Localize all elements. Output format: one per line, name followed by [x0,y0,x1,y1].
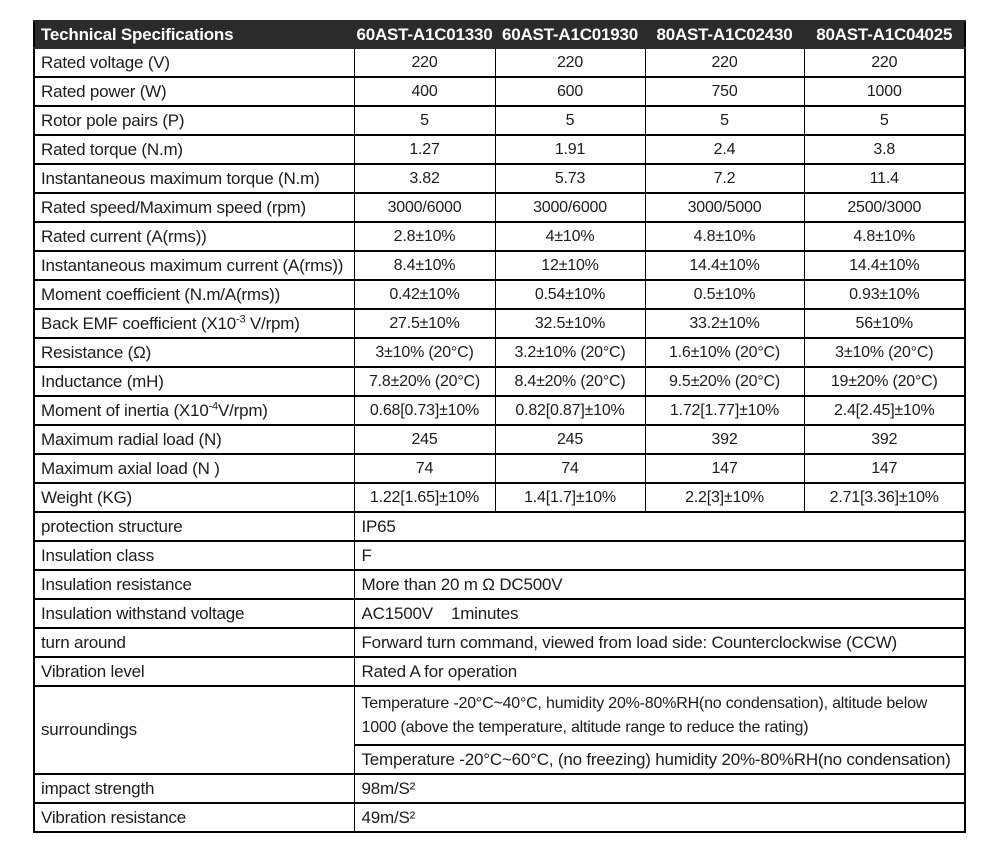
row-label-cell: Back EMF coefficient ($X10^{-3}$ V/rpm) [34,309,354,338]
superscript-exponent: -4 [208,399,218,412]
spec-row [34,77,965,106]
row-label-cell: Maximum axial load (N ) [34,454,354,483]
spec-value-cell: 392 [645,425,804,454]
info-value-cell: IP65 [354,512,965,541]
spec-value-cell: 33.2±10% [645,309,804,338]
surroundings-row [34,686,965,745]
spec-value-cell: 245 [354,425,495,454]
spec-value-cell: 3000/6000 [495,193,645,222]
spec-value-cell: 3000/6000 [354,193,495,222]
header-model-cell: 60AST-A1C01330 [354,21,495,48]
spec-row [34,396,965,425]
spec-value-cell: 2500/3000 [804,193,965,222]
spec-row [34,106,965,135]
spec-row [34,222,965,251]
row-label-cell: Weight (KG) [34,483,354,512]
spec-row [34,367,965,396]
spec-row [34,338,965,367]
spec-value-cell: 8.4±10% [354,251,495,280]
spec-value-cell: 14.4±10% [804,251,965,280]
spec-value-cell: 0.93±10% [804,280,965,309]
spec-value-cell: 0.54±10% [495,280,645,309]
spec-value-cell: 8.4±20% (20°C) [495,367,645,396]
spec-row [34,483,965,512]
info-row [34,570,965,599]
row-label-cell: Instantaneous maximum torque (N.m) [34,164,354,193]
info-row [34,803,965,832]
row-label-cell: Rotor pole pairs (P) [34,106,354,135]
row-label-cell: Rated speed/Maximum speed (rpm) [34,193,354,222]
row-label-cell: Insulation withstand voltage [34,599,354,628]
spec-value-cell: 1.6±10% (20°C) [645,338,804,367]
spec-value-cell: 1.4[1.7]±10% [495,483,645,512]
spec-row [34,454,965,483]
info-value-cell: F [354,541,965,570]
spec-value-cell: 0.5±10% [645,280,804,309]
spec-value-cell: 5 [804,106,965,135]
spec-value-cell: 220 [354,48,495,77]
spec-value-cell: 392 [804,425,965,454]
row-label-cell: Rated power (W) [34,77,354,106]
header-model-cell: 80AST-A1C02430 [645,21,804,48]
spec-value-cell: 750 [645,77,804,106]
spec-value-cell: 27.5±10% [354,309,495,338]
spec-value-cell: 1000 [804,77,965,106]
info-row [34,541,965,570]
spec-row [34,193,965,222]
spec-value-cell: 4.8±10% [804,222,965,251]
header-model-cell: 60AST-A1C01930 [495,21,645,48]
spec-value-cell: 3±10% (20°C) [354,338,495,367]
surroundings-value-cell: Temperature -20°C~60°C, (no freezing) humidity 20%-80%RH(no condensation) [354,745,965,774]
spec-value-cell: 4.8±10% [645,222,804,251]
spec-value-cell: 220 [495,48,645,77]
row-label-cell: Vibration level [34,657,354,686]
spec-value-cell: 1.27 [354,135,495,164]
spec-value-cell: 3.2±10% (20°C) [495,338,645,367]
spec-sheet-page [33,20,966,833]
spec-row [34,164,965,193]
info-row [34,599,965,628]
spec-value-cell: 11.4 [804,164,965,193]
row-label-cell: Moment of inertia $(X10^{-4}V/rpm)$ [34,396,354,425]
spec-value-cell: 9.5±20% (20°C) [645,367,804,396]
spec-value-cell: 12±10% [495,251,645,280]
spec-value-cell: 0.82[0.87]±10% [495,396,645,425]
spec-value-cell: 74 [354,454,495,483]
spec-value-cell: 245 [495,425,645,454]
table-body [34,48,965,832]
spec-value-cell: 1.91 [495,135,645,164]
spec-value-cell: 3.82 [354,164,495,193]
spec-row [34,135,965,164]
info-value-cell: More than 20 m Ω DC500V [354,570,965,599]
info-row [34,657,965,686]
spec-value-cell: 3±10% (20°C) [804,338,965,367]
spec-value-cell: 7.8±20% (20°C) [354,367,495,396]
row-label-cell: Rated voltage (V) [34,48,354,77]
spec-row [34,48,965,77]
row-label-cell: Inductance (mH) [34,367,354,396]
info-value-cell: Rated A for operation [354,657,965,686]
row-label-cell: impact strength [34,774,354,803]
row-label-cell: Insulation resistance [34,570,354,599]
info-value-cell: 98m/S² [354,774,965,803]
spec-value-cell: 4±10% [495,222,645,251]
header-row [34,21,965,48]
superscript-exponent: -3 [236,312,246,325]
info-row [34,512,965,541]
technical-specifications-table [33,20,966,833]
spec-value-cell: 1.22[1.65]±10% [354,483,495,512]
row-label-cell: Resistance (Ω) [34,338,354,367]
row-label-cell: Moment coefficient (N.m/A(rms)) [34,280,354,309]
surroundings-value-cell: Temperature -20°C~40°C, humidity 20%-80%RH(no condensation), altitude below 1000 (above the temperature, altitude range to reduce the rating) [354,686,965,745]
row-label-cell: Rated current (A(rms)) [34,222,354,251]
spec-value-cell: 600 [495,77,645,106]
row-label-cell: Insulation class [34,541,354,570]
spec-value-cell: 0.42±10% [354,280,495,309]
row-label-cell: turn around [34,628,354,657]
info-row [34,628,965,657]
spec-value-cell: 5 [495,106,645,135]
row-label-cell: Maximum radial load (N) [34,425,354,454]
spec-value-cell: 1.72[1.77]±10% [645,396,804,425]
spec-value-cell: 2.2[3]±10% [645,483,804,512]
spec-value-cell: 2.4[2.45]±10% [804,396,965,425]
spec-row [34,309,965,338]
spec-value-cell: 220 [645,48,804,77]
spec-value-cell: 14.4±10% [645,251,804,280]
spec-value-cell: 7.2 [645,164,804,193]
spec-value-cell: 5 [354,106,495,135]
spec-value-cell: 147 [645,454,804,483]
spec-row [34,280,965,309]
spec-value-cell: 32.5±10% [495,309,645,338]
spec-value-cell: 2.8±10% [354,222,495,251]
spec-value-cell: 5.73 [495,164,645,193]
info-value-cell: 49m/S² [354,803,965,832]
spec-value-cell: 5 [645,106,804,135]
info-value-cell: AC1500V 1minutes [354,599,965,628]
spec-value-cell: 3000/5000 [645,193,804,222]
row-label-cell: protection structure [34,512,354,541]
row-label-cell: Instantaneous maximum current (A(rms)) [34,251,354,280]
info-value-cell: Forward turn command, viewed from load side: Counterclockwise (CCW) [354,628,965,657]
spec-value-cell: 56±10% [804,309,965,338]
spec-row [34,251,965,280]
spec-value-cell: 220 [804,48,965,77]
spec-row [34,425,965,454]
spec-value-cell: 2.4 [645,135,804,164]
header-model-cell: 80AST-A1C04025 [804,21,965,48]
row-label-cell: Rated torque (N.m) [34,135,354,164]
spec-value-cell: 74 [495,454,645,483]
spec-value-cell: 19±20% (20°C) [804,367,965,396]
header-title-cell: Technical Specifications [34,21,354,48]
spec-value-cell: 147 [804,454,965,483]
spec-value-cell: 3.8 [804,135,965,164]
info-row [34,774,965,803]
spec-value-cell: 400 [354,77,495,106]
row-label-cell: surroundings [34,686,354,774]
spec-value-cell: 0.68[0.73]±10% [354,396,495,425]
spec-value-cell: 2.71[3.36]±10% [804,483,965,512]
row-label-cell: Vibration resistance [34,803,354,832]
